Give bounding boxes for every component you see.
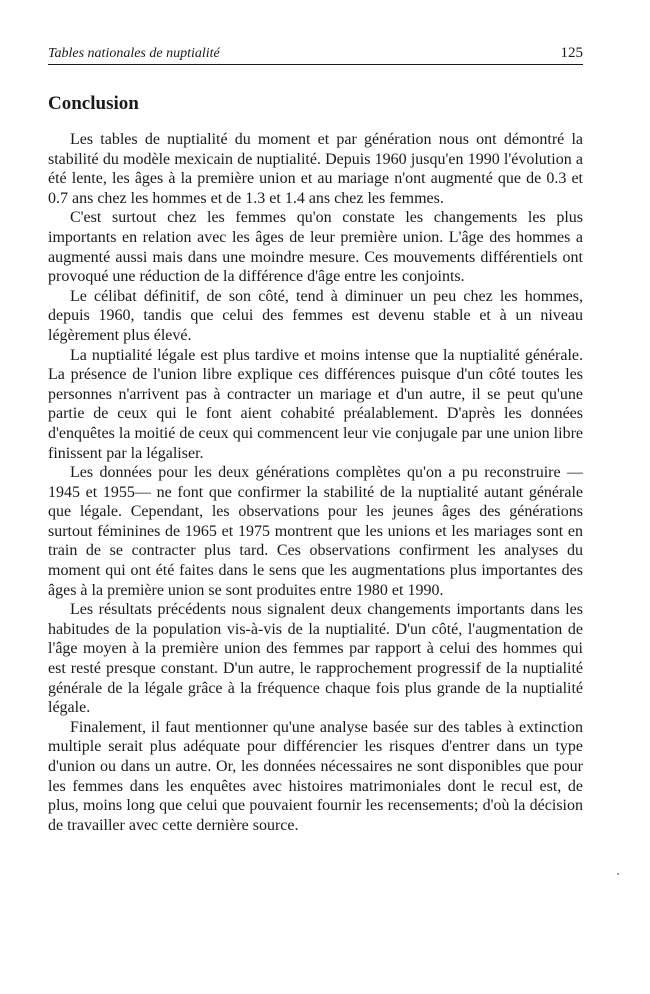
paragraph: La nuptialité légale est plus tardive et moins intense que la nuptialité générale. La présence de l'union libre explique ces différences puisque d'un côté toutes les personnes n'arrivent pas à contracter un mariage et d'un autre, il se peut qu'une partie de ceux qui le font aient cohabité préalablement. D'après les données d'enquêtes la moitié de ceux qui commencent leur vie conjugale par une union libre finissent par la légaliser. [48, 346, 583, 462]
body-text [48, 130, 583, 835]
running-header [48, 44, 583, 65]
scan-speck [617, 873, 619, 875]
document-page [48, 44, 583, 835]
paragraph: Les résultats précédents nous signalent deux changements importants dans les habitudes de la population vis-à-vis de la nuptialité. D'un côté, l'augmentation de l'âge moyen à la première union des femmes par rapport à celui des hommes qui est resté presque constant. D'un autre, le rapprochement progressif de la nuptialité générale de la légale grâce à la fréquence chaque fois plus grande de la nuptialité légale. [48, 601, 583, 717]
running-title: Tables nationales de nuptialité [48, 46, 220, 61]
page-number: 125 [560, 45, 583, 61]
paragraph: Finalement, il faut mentionner qu'une analyse basée sur des tables à extinction multiple serait plus adéquate pour différencier les risques d'entrer dans un type d'union ou dans un autre. Or, les données nécessaires ne sont disponibles que pour les femmes dans les enquêtes avec histoires matrimoniales dont le recul est, de plus, moins long que celui que pouvaient fournir les recensements; d'où la décision de travailler avec cette dernière source. [48, 718, 583, 834]
section-heading: Conclusion [48, 93, 139, 114]
paragraph: Les tables de nuptialité du moment et par génération nous ont démontré la stabilité du modèle mexicain de nuptialité. Depuis 1960 jusqu'en 1990 l'évolution a été lente, les âges à la première union et au mariage n'ont augmenté que de 0.3 et 0.7 ans chez les hommes et de 1.3 et 1.4 ans chez les femmes. [48, 131, 583, 207]
paragraph: Les données pour les deux générations complètes qu'on a pu reconstruire —1945 et 1955— ne font que confirmer la stabilité de la nuptialité autant générale que légale. Cependant, les observations pour les jeunes âges des générations surtout féminines de 1965 et 1975 montrent que les unions et les mariages sont en train de se contracter plus tard. Ces observations confirment les analyses du moment qui ont été faites dans le sens que les augmentations plus importantes des âges à la première union se sont produites entre 1980 et 1990. [48, 464, 583, 599]
paragraph: Le célibat définitif, de son côté, tend à diminuer un peu chez les hommes, depuis 1960, tandis que celui des femmes est devenu stable et à un niveau légèrement plus élevé. [48, 287, 583, 344]
paragraph: C'est surtout chez les femmes qu'on constate les changements les plus importants en relation avec les âges de leur première union. L'âge des hommes a augmenté aussi mais dans une moindre mesure. Ces mouvements différentiels ont provoqué une réduction de la différence d'âge entre les conjoints. [48, 209, 583, 286]
